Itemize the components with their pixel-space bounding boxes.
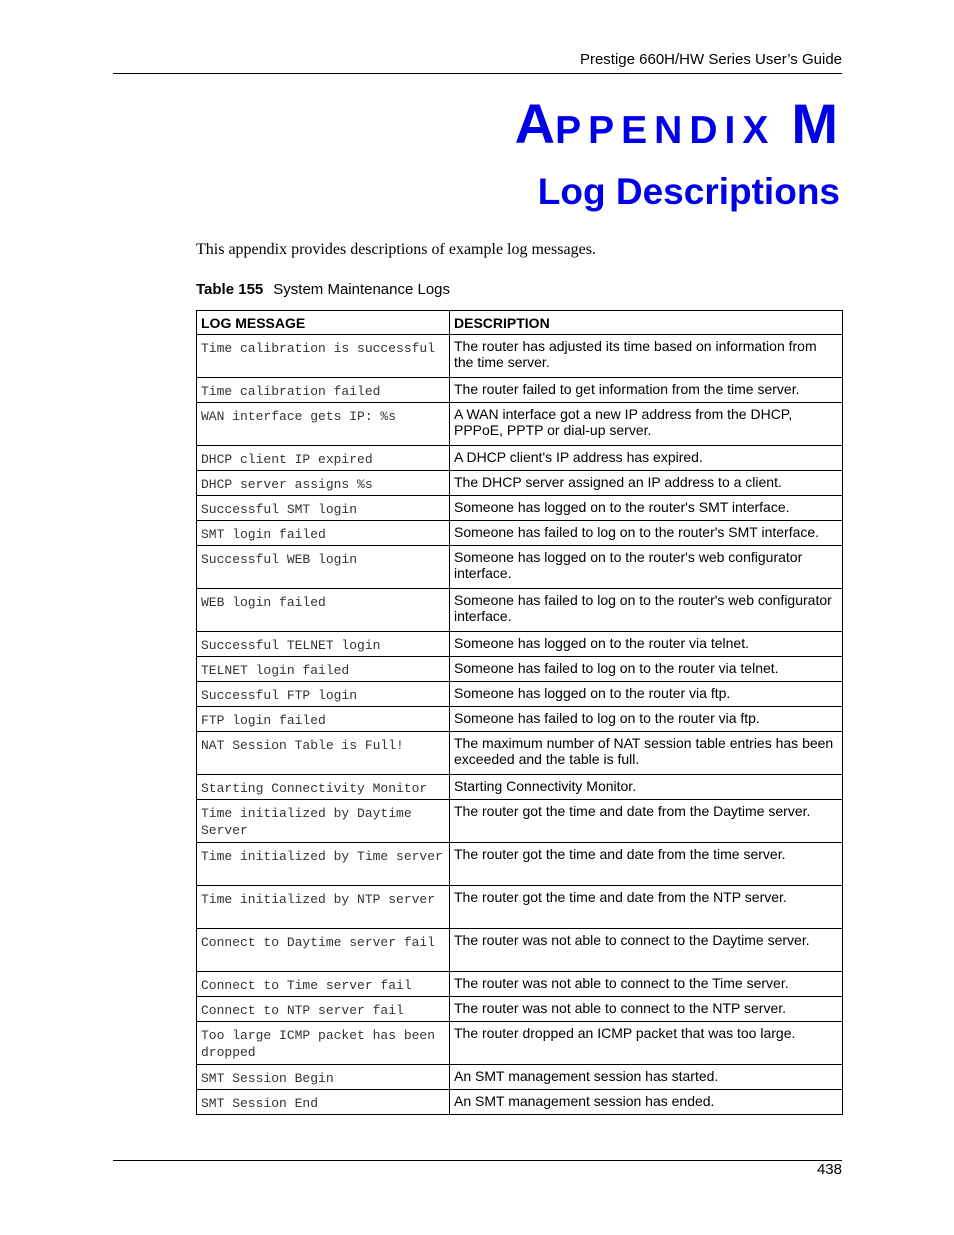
log-message-cell: TELNET login failed — [197, 657, 450, 682]
log-message-cell: Time calibration is successful — [197, 335, 450, 378]
description-cell: Someone has logged on to the router's SMT interface. — [450, 496, 843, 521]
description-cell: An SMT management session has ended. — [450, 1090, 843, 1115]
log-message-cell: SMT login failed — [197, 521, 450, 546]
column-header-description: DESCRIPTION — [450, 311, 843, 335]
description-cell: The router got the time and date from the Daytime server. — [450, 800, 843, 843]
description-cell: The router got the time and date from the NTP server. — [450, 886, 843, 929]
log-message-cell: WEB login failed — [197, 589, 450, 632]
description-cell: The router got the time and date from the time server. — [450, 843, 843, 886]
log-message-cell: SMT Session Begin — [197, 1065, 450, 1090]
log-message-cell: Connect to NTP server fail — [197, 997, 450, 1022]
description-cell: Starting Connectivity Monitor. — [450, 775, 843, 800]
description-cell: The DHCP server assigned an IP address to a client. — [450, 471, 843, 496]
log-message-cell: FTP login failed — [197, 707, 450, 732]
table-row — [197, 1090, 843, 1115]
appendix-word-rest: PPENDIX — [555, 109, 776, 152]
header-rule — [113, 73, 842, 74]
log-table — [196, 310, 843, 1115]
log-message-cell: Successful TELNET login — [197, 632, 450, 657]
description-cell: Someone has logged on to the router via ftp. — [450, 682, 843, 707]
page-number: 438 — [816, 1161, 842, 1178]
description-cell: The maximum number of NAT session table entries has been exceeded and the table is full. — [450, 732, 843, 775]
table-row — [197, 972, 843, 997]
description-cell: The router was not able to connect to the NTP server. — [450, 997, 843, 1022]
table-caption-label: Table 155 — [196, 281, 264, 298]
table-row — [197, 929, 843, 972]
log-message-cell: Successful WEB login — [197, 546, 450, 589]
intro-paragraph: This appendix provides descriptions of example log messages. — [196, 241, 596, 258]
table-row — [197, 589, 843, 632]
table-row — [197, 843, 843, 886]
log-message-cell: Too large ICMP packet has been dropped — [197, 1022, 450, 1065]
table-row — [197, 682, 843, 707]
description-cell: The router dropped an ICMP packet that was too large. — [450, 1022, 843, 1065]
table-row — [197, 775, 843, 800]
description-cell: The router has adjusted its time based on information from the time server. — [450, 335, 843, 378]
description-cell: A DHCP client's IP address has expired. — [450, 446, 843, 471]
footer-rule — [113, 1160, 842, 1161]
table-row — [197, 1022, 843, 1065]
description-cell: The router was not able to connect to the Daytime server. — [450, 929, 843, 972]
table-row — [197, 707, 843, 732]
column-header-log-message: LOG MESSAGE — [197, 311, 450, 335]
table-row — [197, 800, 843, 843]
log-message-cell: Successful FTP login — [197, 682, 450, 707]
description-cell: Someone has failed to log on to the router via ftp. — [450, 707, 843, 732]
description-cell: An SMT management session has started. — [450, 1065, 843, 1090]
log-message-cell: Starting Connectivity Monitor — [197, 775, 450, 800]
log-message-cell: Time initialized by NTP server — [197, 886, 450, 929]
table-row — [197, 546, 843, 589]
description-cell: Someone has logged on to the router's web configurator interface. — [450, 546, 843, 589]
table-row — [197, 335, 843, 378]
log-message-cell: Time initialized by Time server — [197, 843, 450, 886]
chapter-title: Log Descriptions — [537, 171, 840, 212]
table-row — [197, 378, 843, 403]
log-message-cell: WAN interface gets IP: %s — [197, 403, 450, 446]
appendix-initial: A — [514, 92, 556, 155]
description-cell: The router was not able to connect to the Time server. — [450, 972, 843, 997]
log-message-cell: Connect to Daytime server fail — [197, 929, 450, 972]
description-cell: Someone has failed to log on to the router via telnet. — [450, 657, 843, 682]
description-cell: Someone has logged on to the router via telnet. — [450, 632, 843, 657]
description-cell: A WAN interface got a new IP address from the DHCP, PPPoE, PPTP or dial-up server. — [450, 403, 843, 446]
log-message-cell: Connect to Time server fail — [197, 972, 450, 997]
table-row — [197, 997, 843, 1022]
appendix-title — [514, 92, 838, 155]
description-cell: The router failed to get information from the time server. — [450, 378, 843, 403]
table-row — [197, 732, 843, 775]
table-row — [197, 657, 843, 682]
description-cell: Someone has failed to log on to the router's SMT interface. — [450, 521, 843, 546]
table-caption-text: System Maintenance Logs — [273, 281, 451, 298]
table-row — [197, 446, 843, 471]
log-message-cell: NAT Session Table is Full! — [197, 732, 450, 775]
table-row — [197, 403, 843, 446]
table-header-row — [197, 311, 843, 335]
table-row — [197, 1065, 843, 1090]
log-message-cell: Time calibration failed — [197, 378, 450, 403]
log-message-cell: DHCP client IP expired — [197, 446, 450, 471]
log-message-cell: SMT Session End — [197, 1090, 450, 1115]
table-row — [197, 496, 843, 521]
table-row — [197, 521, 843, 546]
table-row — [197, 632, 843, 657]
table-row — [197, 886, 843, 929]
table-row — [197, 471, 843, 496]
header-guide-title: Prestige 660H/HW Series User’s Guide — [579, 51, 842, 68]
table-caption — [196, 281, 450, 299]
description-cell: Someone has failed to log on to the router's web configurator interface. — [450, 589, 843, 632]
appendix-letter: M — [791, 92, 838, 155]
log-message-cell: Time initialized by Daytime Server — [197, 800, 450, 843]
log-message-cell: Successful SMT login — [197, 496, 450, 521]
log-message-cell: DHCP server assigns %s — [197, 471, 450, 496]
